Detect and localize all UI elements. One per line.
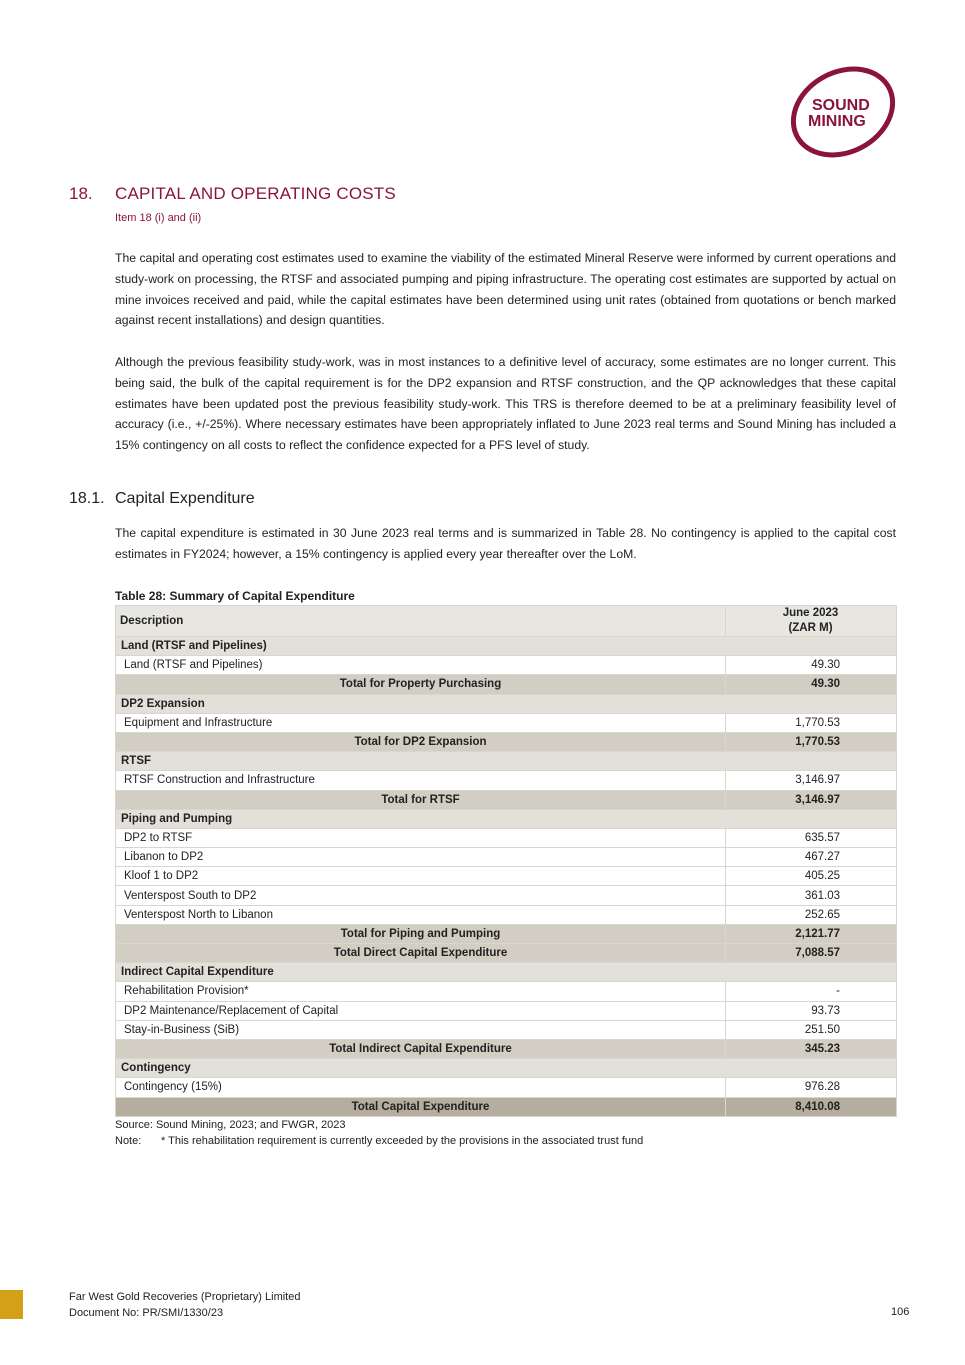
table-row-group: [116, 752, 897, 771]
row-description: Total Capital Expenditure: [116, 1097, 726, 1116]
table-row-total: [116, 732, 897, 751]
footer-document-number: Document No: PR/SMI/1330/23: [69, 1307, 224, 1319]
row-value: 8,410.08: [726, 1097, 897, 1116]
paragraph-accuracy: Although the previous feasibility study-work, was in most instances to a definitive level of accuracy, some estimates are no longer current. This being said, the bulk of the capital requirement is for the DP2 expansion and RTSF construction, and the QP acknowledges that these capital estimates have been updated post the previous feasibility study-work. This TRS is therefore deemed to be at a preliminary feasibility level of accuracy (i.e., +/-25%). Where necessary estimates have been appropriately inflated to June 2023 real terms and Sound Mining has included a 15% contingency on all costs to reflect the confidence expected for a PFS level of study.: [115, 355, 896, 453]
row-value: 49.30: [726, 675, 897, 694]
table-row-item: [116, 828, 897, 847]
table-row-group: [116, 637, 897, 656]
row-value: 976.28: [726, 1078, 897, 1097]
table-row-total: [116, 675, 897, 694]
row-description: Total Indirect Capital Expenditure: [116, 1039, 726, 1058]
row-description: Total for DP2 Expansion: [116, 732, 726, 751]
row-description: Venterspost South to DP2: [116, 886, 726, 905]
note-label: Note:: [115, 1135, 142, 1147]
table-row-item: [116, 848, 897, 867]
page-number: 106: [891, 1306, 910, 1318]
row-value: 252.65: [726, 905, 897, 924]
table-row-item: [116, 886, 897, 905]
row-description: DP2 Maintenance/Replacement of Capital: [116, 1001, 726, 1020]
row-description: Stay-in-Business (SiB): [116, 1020, 726, 1039]
table-row-item: [116, 1020, 897, 1039]
logo-line1: SOUND: [812, 97, 870, 114]
table-row-item: [116, 867, 897, 886]
row-description: Kloof 1 to DP2: [116, 867, 726, 886]
subsection-number: 18.1.: [69, 490, 105, 507]
table-row-group: [116, 1059, 897, 1078]
row-value: 361.03: [726, 886, 897, 905]
row-description: Total for Property Purchasing: [116, 675, 726, 694]
row-value: 49.30: [726, 656, 897, 675]
row-description: RTSF Construction and Infrastructure: [116, 771, 726, 790]
table-row-item: [116, 713, 897, 732]
row-value: -: [726, 982, 897, 1001]
table-note: [115, 1135, 643, 1147]
group-label: Contingency: [116, 1059, 897, 1078]
header-value-line2: (ZAR M): [788, 622, 833, 634]
table-row-total: [116, 790, 897, 809]
table-row-grand: [116, 1097, 897, 1116]
header-value: [726, 606, 897, 637]
section-title: CAPITAL AND OPERATING COSTS: [115, 184, 396, 203]
row-value: 93.73: [726, 1001, 897, 1020]
row-description: Total Direct Capital Expenditure: [116, 944, 726, 963]
row-value: 405.25: [726, 867, 897, 886]
row-description: Land (RTSF and Pipelines): [116, 656, 726, 675]
row-description: Libanon to DP2: [116, 848, 726, 867]
sound-mining-logo: [786, 66, 900, 158]
paragraph-cost-estimates: The capital and operating cost estimates used to examine the viability of the estimated Mineral Reserve were informed by current operations and study-work on processing, the RTSF and associated pumping and piping infrastructure. The operating cost estimates are supported by actual on mine invoices received and paid, while the capital estimates have been determined using unit rates (obtained from quotations or bench marked against recent installations) and design quantities.: [115, 251, 896, 328]
table-row-total: [116, 944, 897, 963]
table-row-item: [116, 1001, 897, 1020]
row-value: 251.50: [726, 1020, 897, 1039]
row-description: Rehabilitation Provision*: [116, 982, 726, 1001]
row-value: 635.57: [726, 828, 897, 847]
header-description: Description: [116, 606, 726, 637]
table-row-group: [116, 694, 897, 713]
table-row-group: [116, 963, 897, 982]
table-row-group: [116, 809, 897, 828]
table-row-item: [116, 982, 897, 1001]
row-description: Equipment and Infrastructure: [116, 713, 726, 732]
header-value-line1: June 2023: [782, 607, 839, 619]
table-row-item: [116, 771, 897, 790]
footer-company: Far West Gold Recoveries (Proprietary) Limited: [69, 1291, 301, 1303]
row-description: Total for RTSF: [116, 790, 726, 809]
row-value: 3,146.97: [726, 771, 897, 790]
table-row-item: [116, 1078, 897, 1097]
note-text: * This rehabilitation requirement is currently exceeded by the provisions in the associated trust fund: [161, 1135, 644, 1147]
logo-line2: MINING: [808, 113, 866, 130]
row-value: 2,121.77: [726, 924, 897, 943]
section-number: 18.: [69, 184, 93, 203]
group-label: Indirect Capital Expenditure: [116, 963, 897, 982]
row-value: 7,088.57: [726, 944, 897, 963]
table-header-row: [116, 606, 897, 637]
capital-expenditure-table: [115, 605, 897, 1117]
subsection-title: Capital Expenditure: [115, 490, 255, 507]
row-description: Contingency (15%): [116, 1078, 726, 1097]
group-label: Piping and Pumping: [116, 809, 897, 828]
row-description: DP2 to RTSF: [116, 828, 726, 847]
row-value: 1,770.53: [726, 713, 897, 732]
item-reference: Item 18 (i) and (ii): [115, 212, 202, 224]
row-value: 3,146.97: [726, 790, 897, 809]
table-caption: Table 28: Summary of Capital Expenditure: [115, 589, 355, 603]
table-row-item: [116, 656, 897, 675]
table-source: Source: Sound Mining, 2023; and FWGR, 2023: [115, 1119, 346, 1131]
row-description: Venterspost North to Libanon: [116, 905, 726, 924]
footer-accent-block: [0, 1290, 23, 1319]
table-row-item: [116, 905, 897, 924]
row-description: Total for Piping and Pumping: [116, 924, 726, 943]
group-label: Land (RTSF and Pipelines): [116, 637, 897, 656]
table-row-total: [116, 1039, 897, 1058]
row-value: 345.23: [726, 1039, 897, 1058]
table-row-total: [116, 924, 897, 943]
paragraph-capex-summary: The capital expenditure is estimated in 30 June 2023 real terms and is summarized in Table 28. No contingency is applied to the capital cost estimates in FY2024; however, a 15% contingency is applied every year thereafter over the LoM.: [115, 526, 896, 561]
group-label: RTSF: [116, 752, 897, 771]
row-value: 1,770.53: [726, 732, 897, 751]
row-value: 467.27: [726, 848, 897, 867]
group-label: DP2 Expansion: [116, 694, 897, 713]
